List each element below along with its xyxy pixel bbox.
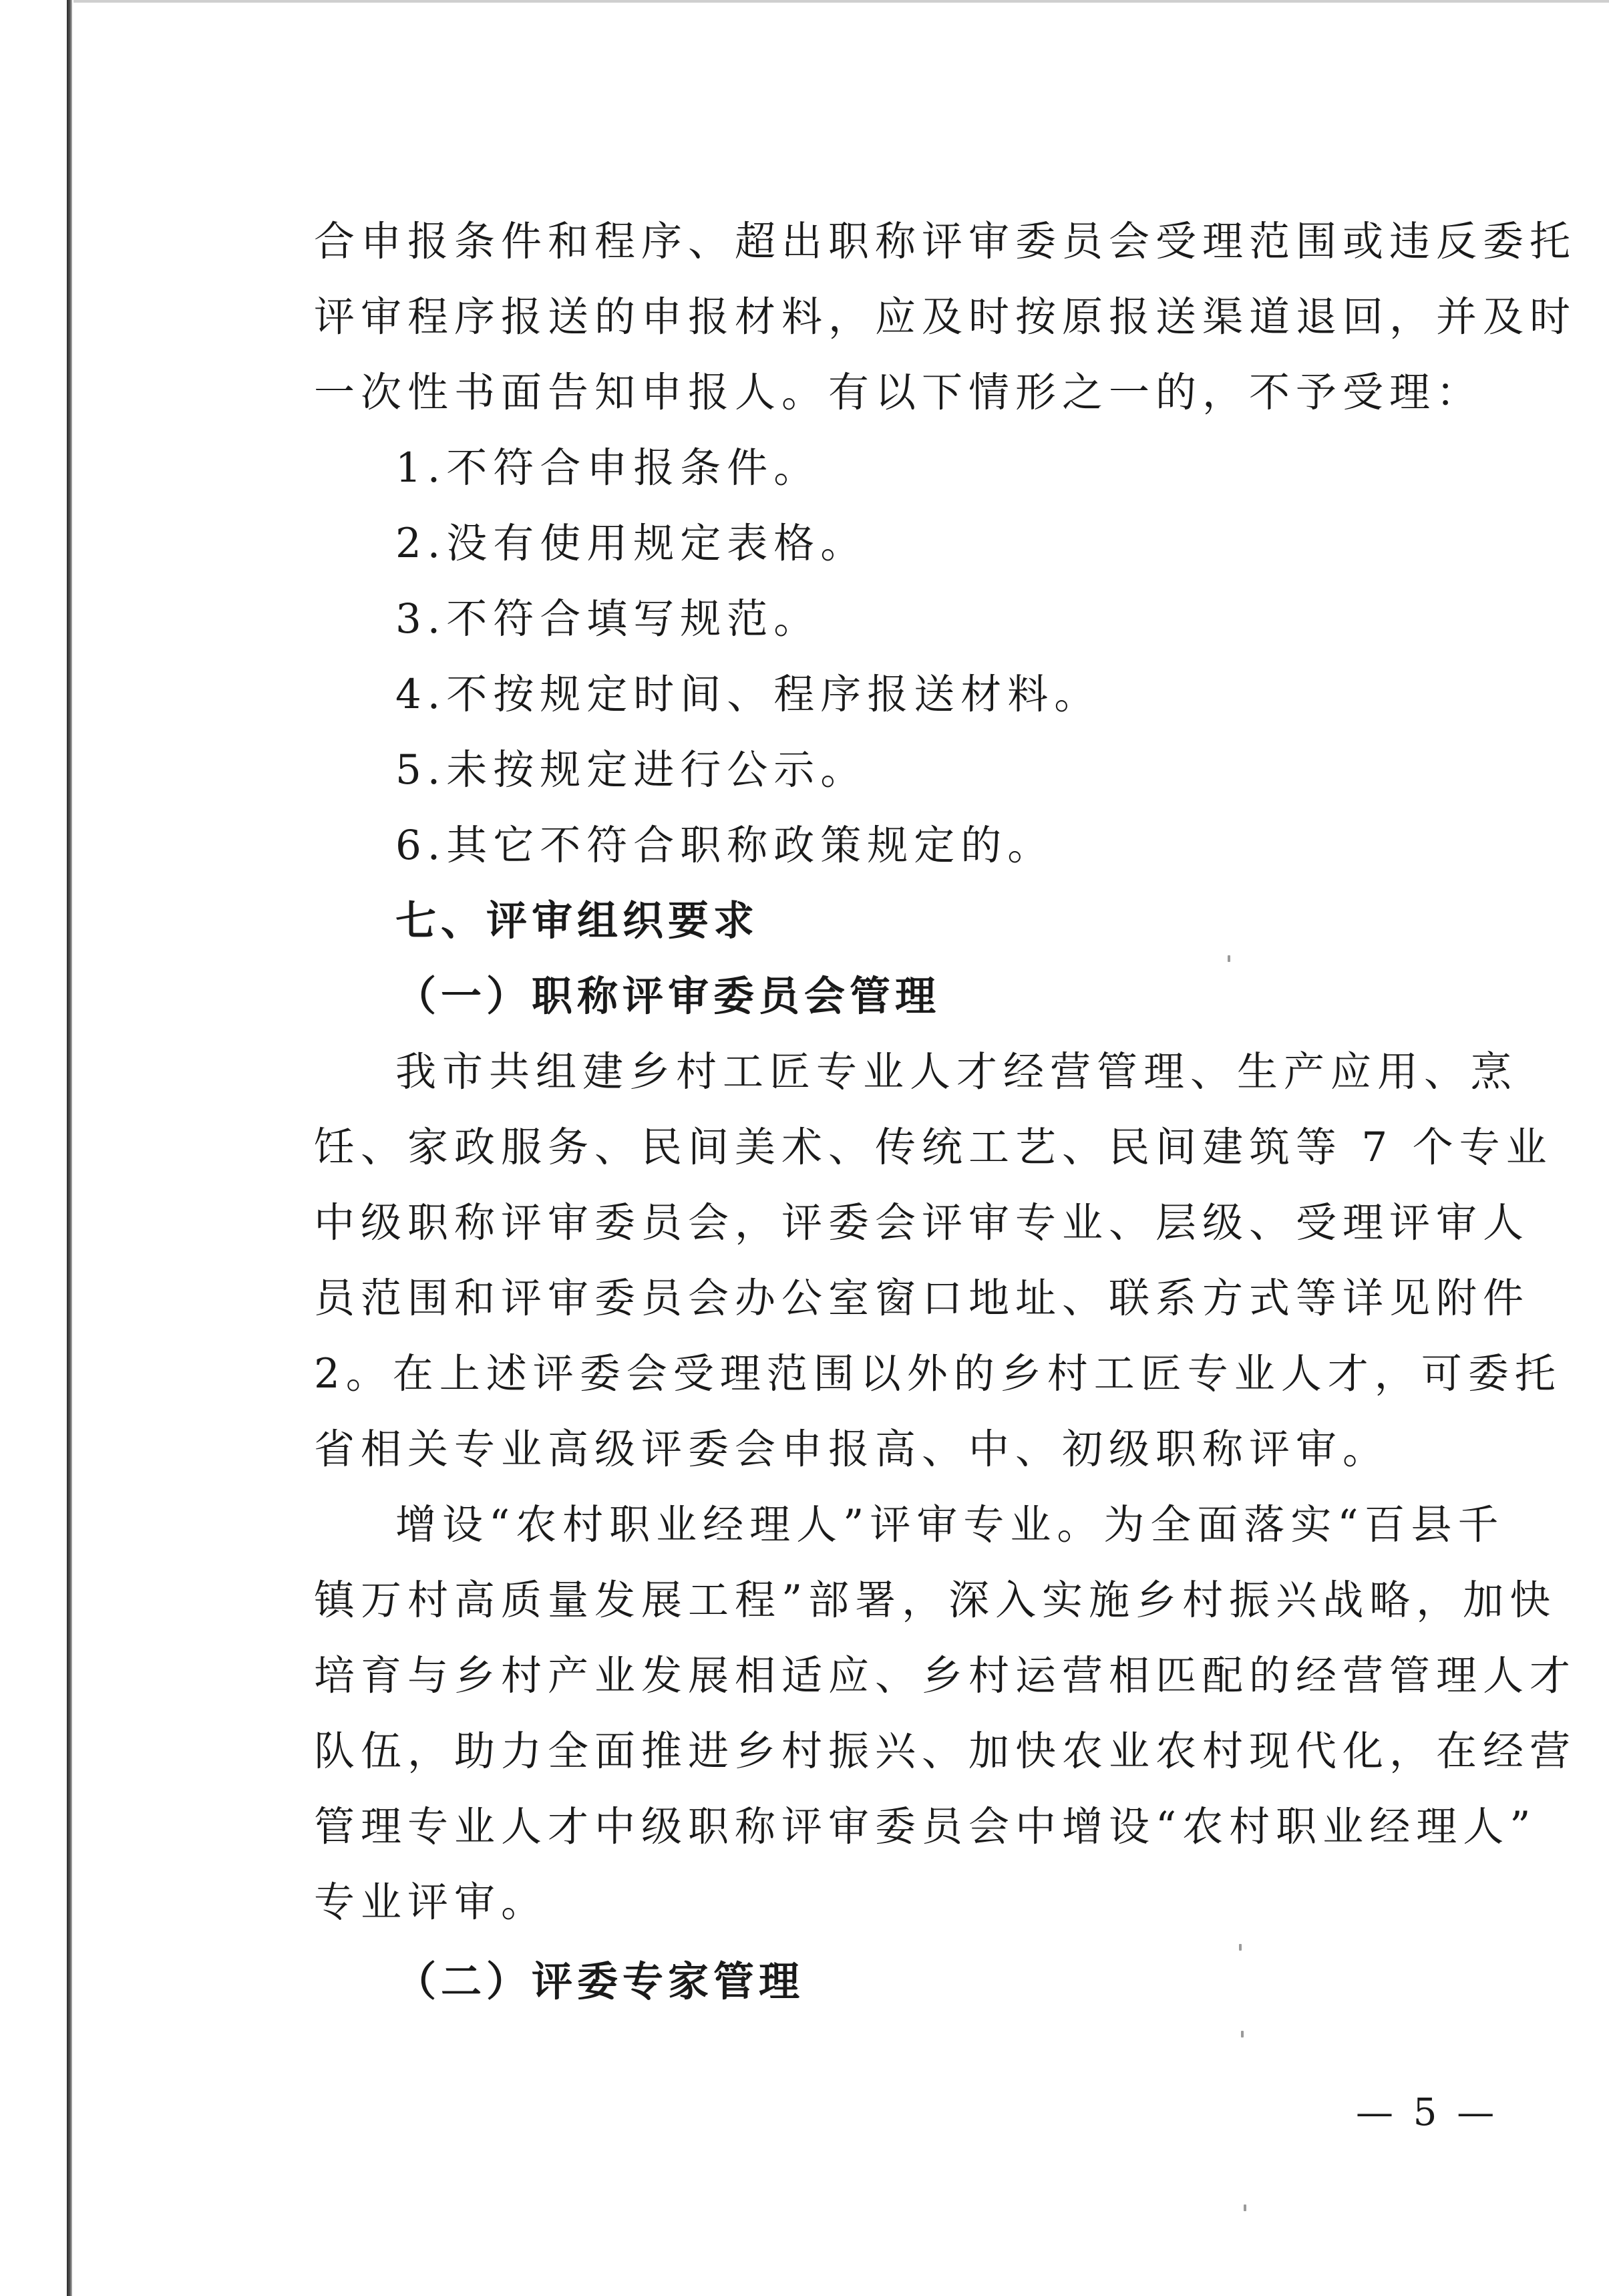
paragraph-line: 饪、家政服务、民间美术、传统工艺、民间建筑等 7 个专业: [314, 1124, 1553, 1171]
paragraph-line: 我市共组建乡村工匠专业人才经营管理、生产应用、烹: [395, 1048, 1518, 1096]
list-item: 2.没有使用规定表格。: [395, 520, 868, 567]
paragraph-line: 专业评审。: [314, 1878, 548, 1926]
paragraph-line: 管理专业人才中级职称评审委员会中增设“农村职业经理人”: [314, 1803, 1537, 1850]
scan-top-edge: [73, 0, 1609, 3]
section-heading: 七、评审组织要求: [395, 897, 759, 945]
paragraph-line: 2。在上述评委会受理范围以外的乡村工匠专业人才，可委托: [314, 1350, 1562, 1398]
list-item: 1.不符合申报条件。: [395, 444, 821, 492]
list-item: 5.未按规定进行公示。: [395, 746, 868, 794]
paragraph-line: 增设“农村职业经理人”评审专业。为全面落实“百县千: [395, 1501, 1505, 1548]
body-line: 评审程序报送的申报材料，应及时按原报送渠道退回，并及时: [314, 293, 1577, 341]
paragraph-line: 员范围和评审委员会办公室窗口地址、联系方式等详见附件: [314, 1275, 1530, 1322]
paragraph-line: 培育与乡村产业发展相适应、乡村运营相匹配的经营管理人才: [314, 1652, 1577, 1699]
scan-speck: [1244, 2204, 1246, 2211]
scan-binding-edge: [67, 0, 72, 2296]
document-body: [314, 204, 1577, 2019]
list-item: 4.不按规定时间、程序报送材料。: [395, 671, 1101, 718]
subsection-heading: （二）评委专家管理: [395, 1958, 805, 2005]
paragraph-line: 队伍，助力全面推进乡村振兴、加快农业农村现代化，在经营: [314, 1728, 1577, 1775]
list-item: 6.其它不符合职称政策规定的。: [395, 822, 1055, 869]
paragraph-line: 镇万村高质量发展工程”部署，深入实施乡村振兴战略，加快: [314, 1577, 1557, 1624]
list-item: 3.不符合填写规范。: [395, 595, 821, 643]
page-number: — 5 —: [1356, 2091, 1499, 2134]
scan-speck: [1241, 2031, 1244, 2037]
paragraph-line: 中级职称评审委员会，评委会评审专业、层级、受理评审人: [314, 1199, 1530, 1247]
body-line: 合申报条件和程序、超出职称评审委员会受理范围或违反委托: [314, 218, 1577, 265]
paragraph-line: 省相关专业高级评委会申报高、中、初级职称评审。: [314, 1426, 1390, 1473]
body-line: 一次性书面告知申报人。有以下情形之一的，不予受理：: [314, 369, 1483, 416]
subsection-heading: （一）职称评审委员会管理: [395, 973, 941, 1020]
